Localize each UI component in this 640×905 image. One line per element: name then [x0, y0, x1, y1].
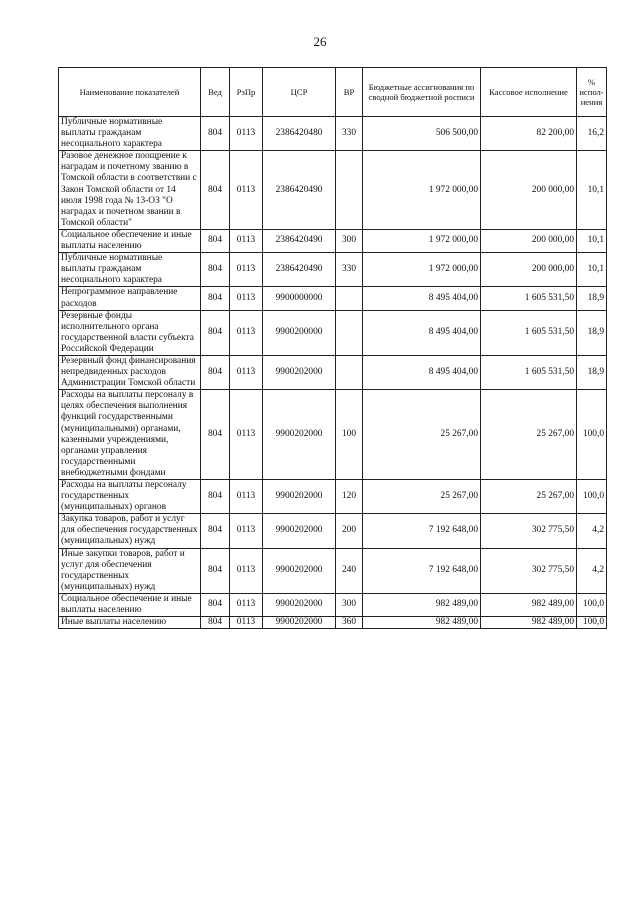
cell-vr [336, 287, 363, 310]
cell-percent: 10,1 [577, 253, 607, 287]
cell-name: Расходы на выплаты персоналу государственных (муниципальных) органов [59, 480, 201, 514]
cell-rzpr: 0113 [230, 310, 263, 355]
cell-csr: 9900202000 [263, 548, 336, 593]
cell-name: Иные закупки товаров, работ и услуг для обеспечения государственных (муниципальных) нужд [59, 548, 201, 593]
cell-name: Разовое денежное поощрение к наградам и почетному званию в Томской области в соответствии с Закон Томской области от 14 июля 1998 года № 13-ОЗ "О наградах и почетном звании в Томской области" [59, 151, 201, 230]
cell-vr: 300 [336, 593, 363, 616]
cell-ved: 804 [201, 310, 230, 355]
page-number: 26 [313, 34, 327, 49]
table-row [59, 355, 607, 389]
cell-rzpr: 0113 [230, 548, 263, 593]
cell-vr: 330 [336, 117, 363, 151]
cell-ved: 804 [201, 480, 230, 514]
cell-budget: 982 489,00 [363, 617, 481, 629]
cell-budget: 1 972 000,00 [363, 253, 481, 287]
cell-name: Расходы на выплаты персоналу в целях обеспечения выполнения функций государственными (муниципальными) органами, казенными учреждениями, органами управления государственными внебюджетными фондами [59, 390, 201, 480]
table-row [59, 514, 607, 548]
cell-percent: 4,2 [577, 548, 607, 593]
cell-budget: 1 972 000,00 [363, 151, 481, 230]
header-cash: Кассовое исполнение [481, 68, 577, 117]
cell-vr [336, 310, 363, 355]
cell-percent: 10,1 [577, 151, 607, 230]
table-body [59, 117, 607, 629]
cell-csr: 9900202000 [263, 390, 336, 480]
cell-ved: 804 [201, 117, 230, 151]
cell-csr: 9900202000 [263, 480, 336, 514]
cell-rzpr: 0113 [230, 229, 263, 252]
cell-csr: 2386420480 [263, 117, 336, 151]
cell-budget: 8 495 404,00 [363, 310, 481, 355]
cell-csr: 9900202000 [263, 355, 336, 389]
cell-budget: 506 500,00 [363, 117, 481, 151]
header-rzpr: РзПр [230, 68, 263, 117]
cell-ved: 804 [201, 287, 230, 310]
cell-rzpr: 0113 [230, 390, 263, 480]
cell-cash: 82 200,00 [481, 117, 577, 151]
cell-ved: 804 [201, 617, 230, 629]
cell-csr: 2386420490 [263, 253, 336, 287]
table-row [59, 117, 607, 151]
cell-percent: 18,9 [577, 310, 607, 355]
cell-name: Резервные фонды исполнительного органа государственной власти субъекта Российской Федерации [59, 310, 201, 355]
cell-cash: 200 000,00 [481, 229, 577, 252]
cell-ved: 804 [201, 151, 230, 230]
cell-rzpr: 0113 [230, 514, 263, 548]
cell-budget: 982 489,00 [363, 593, 481, 616]
cell-percent: 4,2 [577, 514, 607, 548]
header-name: Наименование показателей [59, 68, 201, 117]
cell-name: Непрограммное направление расходов [59, 287, 201, 310]
cell-percent: 100,0 [577, 390, 607, 480]
cell-percent: 10,1 [577, 229, 607, 252]
cell-rzpr: 0113 [230, 117, 263, 151]
cell-rzpr: 0113 [230, 593, 263, 616]
cell-name: Резервный фонд финансирования непредвиденных расходов Администрации Томской области [59, 355, 201, 389]
cell-budget: 7 192 648,00 [363, 514, 481, 548]
cell-vr: 120 [336, 480, 363, 514]
cell-csr: 9900202000 [263, 514, 336, 548]
cell-csr: 2386420490 [263, 151, 336, 230]
cell-cash: 302 775,50 [481, 548, 577, 593]
header-vr: ВР [336, 68, 363, 117]
table-row [59, 617, 607, 629]
cell-ved: 804 [201, 355, 230, 389]
cell-percent: 100,0 [577, 480, 607, 514]
cell-name: Социальное обеспечение и иные выплаты населению [59, 593, 201, 616]
cell-budget: 7 192 648,00 [363, 548, 481, 593]
cell-cash: 302 775,50 [481, 514, 577, 548]
cell-cash: 200 000,00 [481, 253, 577, 287]
cell-cash: 982 489,00 [481, 593, 577, 616]
cell-percent: 100,0 [577, 593, 607, 616]
cell-rzpr: 0113 [230, 355, 263, 389]
cell-percent: 18,9 [577, 355, 607, 389]
budget-execution-table [58, 67, 607, 629]
cell-percent: 16,2 [577, 117, 607, 151]
cell-name: Закупка товаров, работ и услуг для обеспечения государственных (муниципальных) нужд [59, 514, 201, 548]
cell-csr: 9900202000 [263, 617, 336, 629]
table-header-row [59, 68, 607, 117]
cell-vr [336, 151, 363, 230]
cell-budget: 8 495 404,00 [363, 287, 481, 310]
cell-ved: 804 [201, 548, 230, 593]
cell-ved: 804 [201, 390, 230, 480]
cell-csr: 9900000000 [263, 287, 336, 310]
cell-cash: 1 605 531,50 [481, 287, 577, 310]
cell-rzpr: 0113 [230, 151, 263, 230]
cell-vr [336, 355, 363, 389]
table-row [59, 390, 607, 480]
cell-ved: 804 [201, 253, 230, 287]
cell-budget: 8 495 404,00 [363, 355, 481, 389]
header-percent: % испол-нения [577, 68, 607, 117]
cell-budget: 25 267,00 [363, 480, 481, 514]
cell-vr: 240 [336, 548, 363, 593]
cell-rzpr: 0113 [230, 287, 263, 310]
cell-name: Публичные нормативные выплаты гражданам несоциального характера [59, 253, 201, 287]
cell-percent: 100,0 [577, 617, 607, 629]
header-ved: Вед [201, 68, 230, 117]
table-row [59, 480, 607, 514]
cell-name: Социальное обеспечение и иные выплаты населению [59, 229, 201, 252]
table-row [59, 229, 607, 252]
cell-vr: 300 [336, 229, 363, 252]
cell-vr: 360 [336, 617, 363, 629]
cell-ved: 804 [201, 593, 230, 616]
cell-budget: 1 972 000,00 [363, 229, 481, 252]
cell-cash: 1 605 531,50 [481, 310, 577, 355]
table-row [59, 253, 607, 287]
cell-rzpr: 0113 [230, 253, 263, 287]
cell-csr: 9900200000 [263, 310, 336, 355]
table-row [59, 151, 607, 230]
cell-csr: 9900202000 [263, 593, 336, 616]
cell-rzpr: 0113 [230, 617, 263, 629]
cell-cash: 25 267,00 [481, 480, 577, 514]
table-row [59, 287, 607, 310]
table-row [59, 593, 607, 616]
header-budget: Бюджетные ассигнования по сводной бюджетной росписи [363, 68, 481, 117]
table-row [59, 310, 607, 355]
cell-budget: 25 267,00 [363, 390, 481, 480]
cell-cash: 1 605 531,50 [481, 355, 577, 389]
header-csr: ЦСР [263, 68, 336, 117]
cell-cash: 982 489,00 [481, 617, 577, 629]
cell-name: Иные выплаты населению [59, 617, 201, 629]
cell-ved: 804 [201, 514, 230, 548]
cell-name: Публичные нормативные выплаты гражданам несоциального характера [59, 117, 201, 151]
cell-cash: 25 267,00 [481, 390, 577, 480]
cell-vr: 200 [336, 514, 363, 548]
cell-cash: 200 000,00 [481, 151, 577, 230]
cell-rzpr: 0113 [230, 480, 263, 514]
cell-percent: 18,9 [577, 287, 607, 310]
cell-vr: 330 [336, 253, 363, 287]
cell-csr: 2386420490 [263, 229, 336, 252]
cell-vr: 100 [336, 390, 363, 480]
table-row [59, 548, 607, 593]
cell-ved: 804 [201, 229, 230, 252]
